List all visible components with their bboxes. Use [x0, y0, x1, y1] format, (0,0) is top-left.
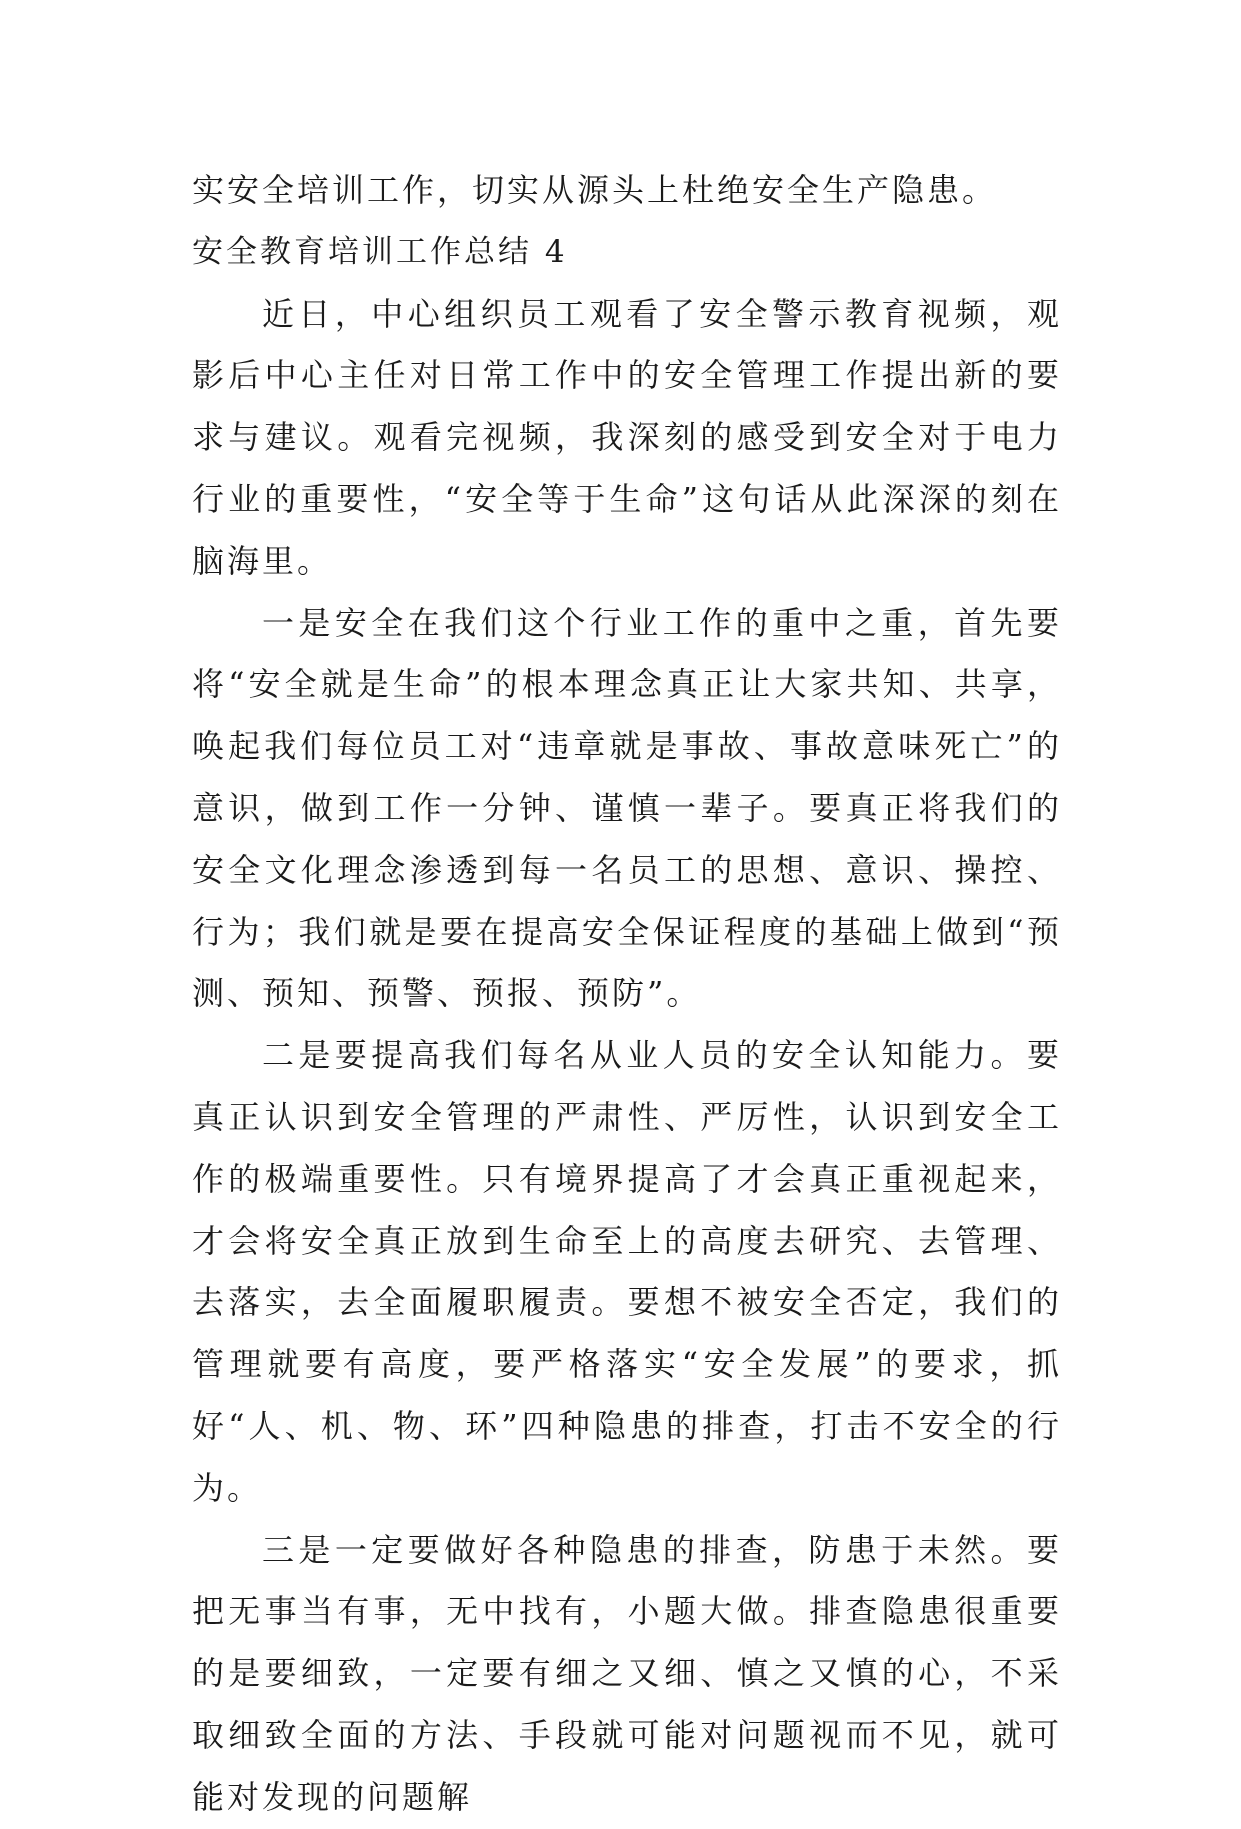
section-heading: 安全教育培训工作总结 4: [192, 233, 568, 270]
continued-paragraph: 实安全培训工作，切实从源头上杜绝安全生产隐患。: [192, 171, 998, 209]
paragraph-point-two: 二是要提高我们每名从业人员的安全认知能力。要真正认识到安全管理的严肃性、严厉性，认识到安全工作的极端重要性。只有境界提高了才会真正重视起来，才会将安全真正放到生命至上的高度去研究、去管理、去落实，去全面履职履责。要想不被安全否定，我们的管理就要有高度，要严格落实“安全发展”的要求，抓好“人、机、物、环”四种隐患的排查，打击不安全的行为。: [192, 1036, 1062, 1507]
paragraph-point-one: 一是安全在我们这个行业工作的重中之重，首先要将“安全就是生命”的根本理念真正让大家共知、共享，唤起我们每位员工对“违章就是事故、事故意味死亡”的意识，做到工作一分钟、谨慎一辈子。要真正将我们的安全文化理念渗透到每一名员工的思想、意识、操控、行为；我们就是要在提高安全保证程度的基础上做到“预测、预知、预警、预报、预防”。: [192, 603, 1062, 1013]
paragraph-point-three: 三是一定要做好各种隐患的排查，防患于未然。要把无事当有事，无中找有，小题大做。排查隐患很重要的是要细致，一定要有细之又细、慎之又慎的心，不采取细致全面的方法、手段就可能对问题视而不见，就可能对发现的问题解: [192, 1530, 1062, 1816]
paragraph-intro: 近日，中心组织员工观看了安全警示教育视频，观影后中心主任对日常工作中的安全管理工作提出新的要求与建议。观看完视频，我深刻的感受到安全对于电力行业的重要性，“安全等于生命”这句话从此深深的刻在脑海里。: [192, 294, 1062, 580]
document-body: [192, 160, 1062, 1829]
